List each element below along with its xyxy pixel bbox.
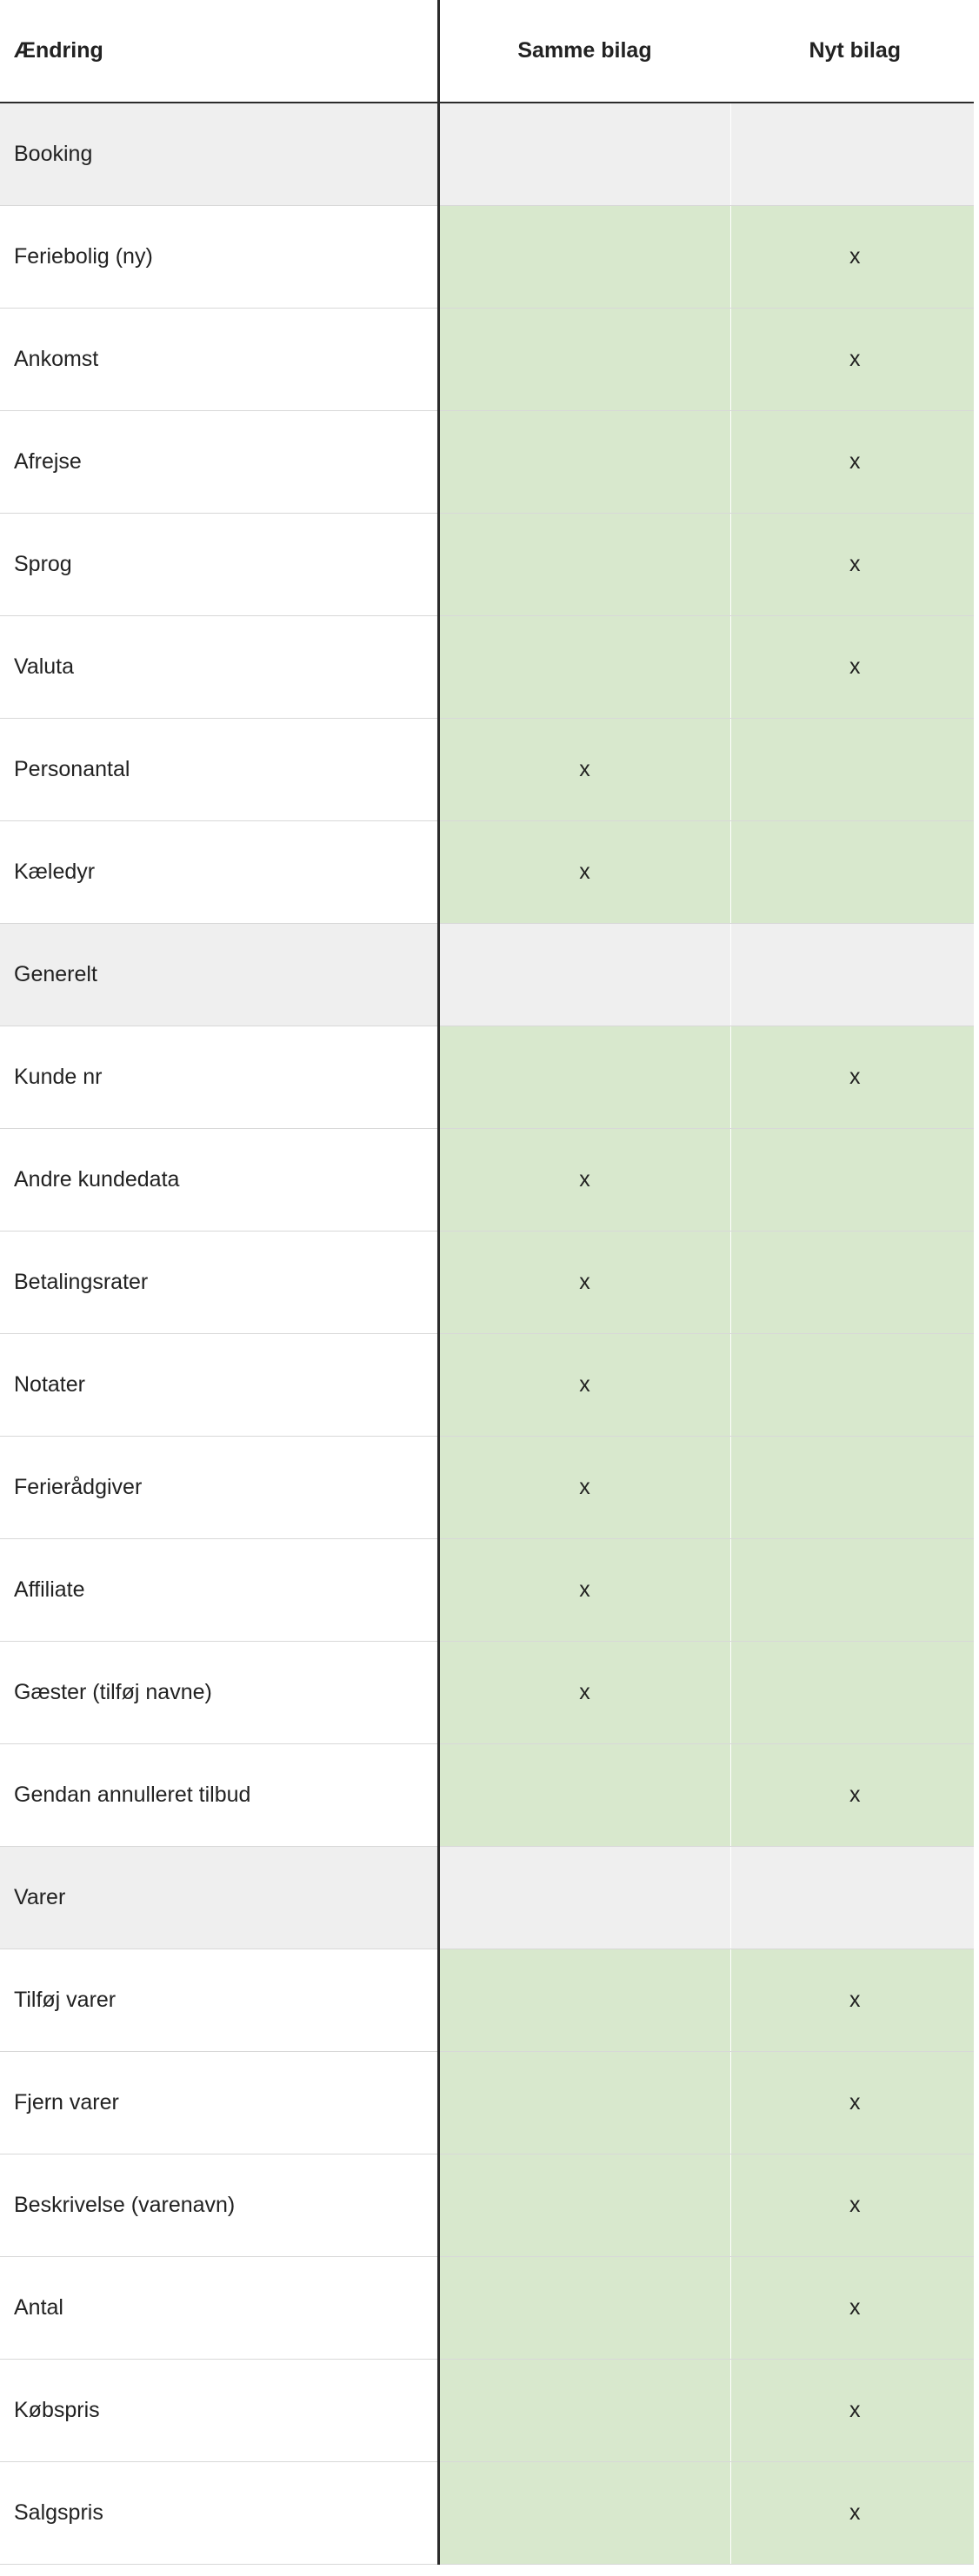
cell-new-document bbox=[730, 103, 979, 205]
table-row bbox=[0, 1949, 979, 2051]
cell-new-document bbox=[730, 1538, 979, 1641]
cell-new-document bbox=[730, 1846, 979, 1949]
section-label: Varer bbox=[0, 1846, 438, 1949]
table-row bbox=[0, 205, 979, 308]
row-label: Gendan annulleret tilbud bbox=[0, 1743, 438, 1846]
row-label: Valuta bbox=[0, 615, 438, 718]
table-row bbox=[0, 1538, 979, 1641]
row-label: Kunde nr bbox=[0, 1026, 438, 1128]
row-label: Affiliate bbox=[0, 1538, 438, 1641]
table-section-row bbox=[0, 1846, 979, 1949]
cell-new-document: x bbox=[730, 2461, 979, 2564]
row-label: Kæledyr bbox=[0, 820, 438, 923]
cell-new-document: x bbox=[730, 1026, 979, 1128]
cell-same-document: x bbox=[438, 1333, 730, 1436]
cell-same-document bbox=[438, 308, 730, 410]
row-label: Antal bbox=[0, 2256, 438, 2359]
table-row bbox=[0, 2051, 979, 2154]
table-row bbox=[0, 718, 979, 820]
cell-same-document: x bbox=[438, 718, 730, 820]
cell-new-document bbox=[730, 923, 979, 1026]
cell-same-document bbox=[438, 1846, 730, 1949]
cell-same-document: x bbox=[438, 820, 730, 923]
table-row bbox=[0, 2359, 979, 2461]
cell-new-document: x bbox=[730, 513, 979, 615]
table-row bbox=[0, 1026, 979, 1128]
cell-same-document bbox=[438, 103, 730, 205]
table-row bbox=[0, 513, 979, 615]
cell-new-document: x bbox=[730, 1743, 979, 1846]
table-body bbox=[0, 103, 979, 2564]
row-label: Tilføj varer bbox=[0, 1949, 438, 2051]
cell-same-document bbox=[438, 2461, 730, 2564]
row-label: Sprog bbox=[0, 513, 438, 615]
row-label: Andre kundedata bbox=[0, 1128, 438, 1231]
cell-new-document: x bbox=[730, 308, 979, 410]
table-row bbox=[0, 820, 979, 923]
row-label: Købspris bbox=[0, 2359, 438, 2461]
cell-same-document bbox=[438, 410, 730, 513]
cell-same-document bbox=[438, 2051, 730, 2154]
column-header-same-document: Samme bilag bbox=[438, 0, 730, 103]
cell-new-document: x bbox=[730, 2051, 979, 2154]
section-label: Generelt bbox=[0, 923, 438, 1026]
row-label: Notater bbox=[0, 1333, 438, 1436]
cell-same-document bbox=[438, 1026, 730, 1128]
table-row bbox=[0, 308, 979, 410]
cell-same-document bbox=[438, 615, 730, 718]
cell-same-document bbox=[438, 923, 730, 1026]
cell-new-document: x bbox=[730, 1949, 979, 2051]
cell-new-document: x bbox=[730, 205, 979, 308]
cell-same-document: x bbox=[438, 1538, 730, 1641]
cell-same-document bbox=[438, 1743, 730, 1846]
table-row bbox=[0, 1128, 979, 1231]
cell-same-document bbox=[438, 2256, 730, 2359]
table-row bbox=[0, 1743, 979, 1846]
cell-same-document bbox=[438, 1949, 730, 2051]
cell-new-document: x bbox=[730, 2154, 979, 2256]
table-row bbox=[0, 1333, 979, 1436]
table-section-row bbox=[0, 923, 979, 1026]
cell-new-document: x bbox=[730, 615, 979, 718]
row-label: Ferierådgiver bbox=[0, 1436, 438, 1538]
cell-same-document: x bbox=[438, 1436, 730, 1538]
page-right-edge bbox=[974, 0, 979, 2565]
table-row bbox=[0, 410, 979, 513]
cell-same-document: x bbox=[438, 1128, 730, 1231]
table-row bbox=[0, 1231, 979, 1333]
cell-new-document bbox=[730, 1333, 979, 1436]
row-label: Beskrivelse (varenavn) bbox=[0, 2154, 438, 2256]
column-header-new-document: Nyt bilag bbox=[730, 0, 979, 103]
cell-new-document bbox=[730, 1436, 979, 1538]
table-header-row bbox=[0, 0, 979, 103]
cell-same-document bbox=[438, 2154, 730, 2256]
table-row bbox=[0, 1641, 979, 1743]
row-label: Personantal bbox=[0, 718, 438, 820]
row-label: Feriebolig (ny) bbox=[0, 205, 438, 308]
row-label: Betalingsrater bbox=[0, 1231, 438, 1333]
table-row bbox=[0, 615, 979, 718]
row-label: Salgspris bbox=[0, 2461, 438, 2564]
cell-same-document: x bbox=[438, 1641, 730, 1743]
column-header-change: Ændring bbox=[0, 0, 438, 103]
cell-same-document bbox=[438, 2359, 730, 2461]
table-row bbox=[0, 2154, 979, 2256]
section-label: Booking bbox=[0, 103, 438, 205]
row-label: Fjern varer bbox=[0, 2051, 438, 2154]
cell-same-document bbox=[438, 513, 730, 615]
row-label: Ankomst bbox=[0, 308, 438, 410]
cell-new-document: x bbox=[730, 410, 979, 513]
cell-new-document bbox=[730, 1231, 979, 1333]
table-row bbox=[0, 1436, 979, 1538]
table-row bbox=[0, 2256, 979, 2359]
table-section-row bbox=[0, 103, 979, 205]
cell-new-document bbox=[730, 1641, 979, 1743]
cell-same-document: x bbox=[438, 1231, 730, 1333]
cell-new-document bbox=[730, 820, 979, 923]
row-label: Afrejse bbox=[0, 410, 438, 513]
table-row bbox=[0, 2461, 979, 2564]
cell-new-document bbox=[730, 1128, 979, 1231]
cell-same-document bbox=[438, 205, 730, 308]
cell-new-document: x bbox=[730, 2256, 979, 2359]
cell-new-document bbox=[730, 718, 979, 820]
cell-new-document: x bbox=[730, 2359, 979, 2461]
row-label: Gæster (tilføj navne) bbox=[0, 1641, 438, 1743]
